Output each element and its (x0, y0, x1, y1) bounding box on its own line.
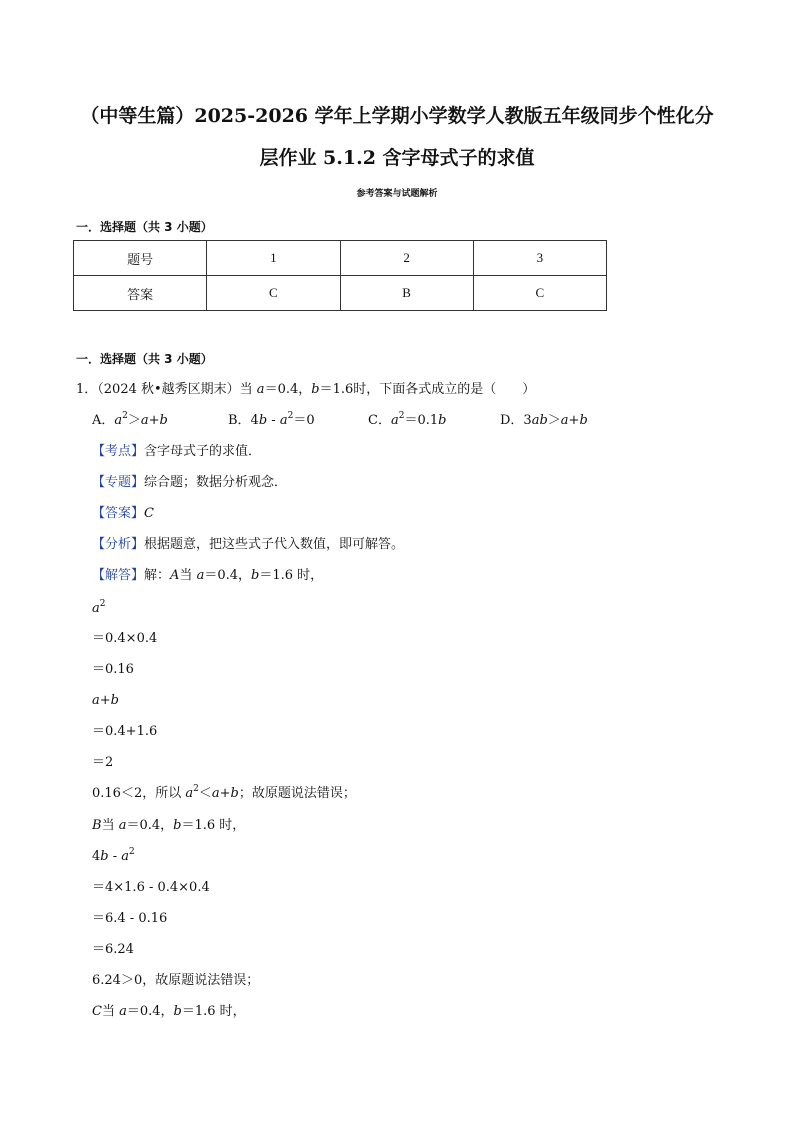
table-cell-label: 题号 (74, 241, 207, 276)
solution-line: ＝2 (92, 755, 114, 770)
table-cell: C (473, 276, 606, 311)
solution-line: 0.16＜2，所以 $a^2<a+b$；故原题说法错误； (92, 784, 356, 801)
option-b: B．$4b - a^2=0$ (228, 411, 315, 428)
jieda-line: 【解答】解：A当 a＝0.4，b＝1.6 时， (92, 568, 324, 583)
section-heading-questions: 一．选择题（共 3 小题） (76, 352, 213, 366)
option-d: D．3ab＞a+b (500, 413, 588, 428)
table-row (74, 276, 607, 311)
table-row (74, 241, 607, 276)
solution-line: $4b - a^2$ (92, 847, 135, 864)
kaodian-line: 【考点】含字母式子的求值． (92, 444, 262, 459)
document-title-line-2: 层作业 5.1.2 含字母式子的求值 (259, 147, 535, 169)
question-1-options (92, 413, 692, 433)
document-subtitle: 参考答案与试题解析 (356, 189, 438, 199)
table-cell-label: 答案 (74, 276, 207, 311)
option-c: C．$a^2=0.1b$ (368, 411, 447, 428)
table-cell: 2 (340, 241, 473, 276)
solution-line: ＝0.4+1.6 (92, 724, 158, 739)
fenxi-line: 【分析】根据题意，把这些式子代入数值，即可解答。 (92, 537, 405, 552)
document-title-line-1: （中等生篇）2025-2026 学年上学期小学数学人教版五年级同步个性化分 (80, 105, 714, 127)
solution-line: a+b (92, 693, 119, 708)
solution-line: B当 a＝0.4，b＝1.6 时， (92, 818, 246, 833)
solution-line: ＝6.24 (92, 942, 134, 957)
table-cell: 1 (207, 241, 340, 276)
solution-line: C当 a＝0.4，b＝1.6 时， (92, 1004, 246, 1019)
answer-table (73, 240, 607, 311)
daan-line: 【答案】C (92, 506, 154, 521)
solution-line: ＝0.16 (92, 662, 134, 677)
solution-line: ＝6.4 - 0.16 (92, 911, 168, 926)
solution-line: 6.24＞0，故原题说法错误； (92, 973, 260, 988)
solution-line: ＝0.4×0.4 (92, 631, 158, 646)
table-cell: C (207, 276, 340, 311)
solution-line: $a^2$ (92, 599, 106, 616)
zhuanti-line: 【专题】综合题；数据分析观念． (92, 475, 288, 490)
table-cell: 3 (473, 241, 606, 276)
section-heading-answers: 一．选择题（共 3 小题） (76, 220, 213, 234)
table-cell: B (340, 276, 473, 311)
solution-line: ＝4×1.6 - 0.4×0.4 (92, 880, 210, 895)
question-1-stem: 1．（2024 秋•越秀区期末）当 a＝0.4，b＝1.6时，下面各式成立的是（ ） (76, 382, 536, 397)
option-a: A．$a^2>a+b$ (92, 411, 168, 428)
